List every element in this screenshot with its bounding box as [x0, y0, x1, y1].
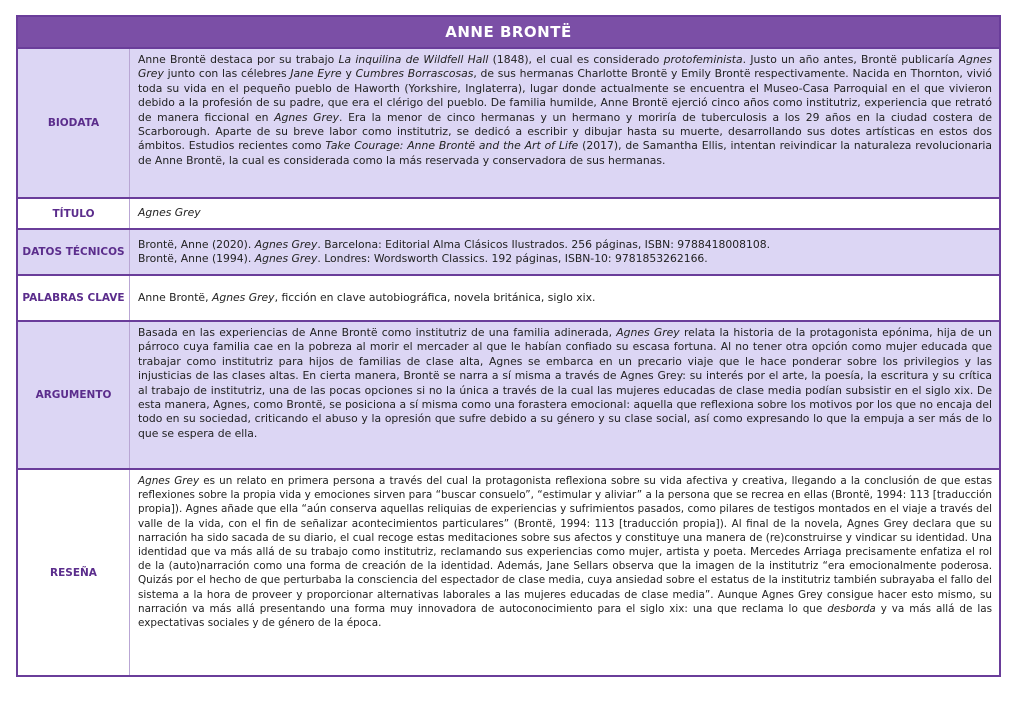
italic-term: desborda — [827, 602, 876, 615]
edition-1994 — [138, 252, 992, 266]
italic-title: Agnes Grey — [138, 475, 200, 487]
italic-title: Agnes Grey — [254, 252, 318, 265]
datos-text — [130, 230, 999, 274]
resena-text — [130, 470, 999, 675]
author-sheet — [16, 15, 1001, 677]
italic-title: Agnes Grey — [254, 237, 318, 251]
label-datos-tecnicos: DATOS TÉCNICOS — [18, 230, 130, 274]
text-span: Anne Brontë, — [138, 290, 212, 304]
text-span: . Londres: Wordsworth Classics. 192 páginas, ISBN-10: 9781853262166. — [317, 252, 708, 265]
text-span: . Barcelona: Editorial Alma Clásicos Ilustrados. 256 páginas, ISBN: 9788418008108. — [317, 237, 771, 251]
italic-title: Take Courage: Anne Brontë and the Art of Life — [325, 139, 579, 153]
argumento-text — [130, 322, 999, 468]
titulo-text — [130, 199, 999, 228]
book-title: Agnes Grey — [138, 206, 201, 220]
text-span: (2017), de Samantha Ellis, intentan reivindicar la naturaleza revolucionaria de Anne Brontë, la cual es considerada como la más reservada y conservadora de sus hermanas. — [138, 139, 992, 167]
text-span: y — [341, 67, 356, 81]
label-biodata: BIODATA — [18, 49, 130, 197]
row-resena — [18, 470, 999, 675]
palabras-text — [130, 276, 999, 320]
italic-title: La inquilina de Wildfell Hall — [338, 53, 489, 66]
label-resena: RESEÑA — [18, 470, 130, 675]
row-biodata — [18, 49, 999, 199]
row-titulo — [18, 199, 999, 230]
text-span: . Justo un año antes, Brontë publicaría — [742, 53, 959, 66]
italic-title: Jane Eyre — [290, 67, 342, 81]
label-palabras-clave: PALABRAS CLAVE — [18, 276, 130, 320]
row-palabras-clave — [18, 276, 999, 322]
italic-title: Agnes Grey — [211, 290, 275, 304]
italic-title: Cumbres Borrascosas — [355, 67, 474, 81]
text-span: Basada en las experiencias de Anne Brontë como institutriz de una familia adinerada, — [138, 326, 617, 339]
text-span: Brontë, Anne (2020). — [138, 237, 255, 251]
italic-title: Agnes Grey — [616, 326, 680, 339]
text-span: , de sus hermanas Charlotte Brontë y Emily Brontë respectivamente. Nacida en Thornton, vivió toda su vida en el pequeño pueblo de Haworth (Yorkshire, Inglaterra), lugar donde actualmente se encuentra el Museo-Casa Parroquial en el que vivieron debido a la profesión de su padre, que era el clérigo del pueblo. De familia humilde, Anne Brontë ejerció cinco años como institutriz, experiencia que retrató de manera ficcional en — [138, 67, 992, 124]
italic-title: Agnes Grey — [274, 110, 339, 124]
biodata-text — [130, 49, 999, 197]
label-titulo: TÍTULO — [18, 199, 130, 228]
sheet-title: ANNE BRONTË — [18, 17, 999, 49]
text-span: relata la historia de la protagonista epónima, hija de un párroco cuya familia cae en la pobreza al morir el mercader al que le habían confiado su escasa fortuna. Al no tener otra opción como mujer educada que trabajar como institutriz para hijos de familias de clase alta, Agnes se embarca en un precario viaje que le hace ponderar sobre los privilegios y las injusticias de las clases altas. En cierta manera, Brontë se narra a sí misma a través de Agnes Grey: su interés por el arte, la poesía, la escritura y su crítica al trabajo de institutriz, una de las pocas opciones si no la única a través de la cual las mujeres educadas de clase media podían subsistir en el siglo xix. De esta manera, Agnes, como Brontë, se posiciona a sí misma como una forastera emocional: aquella que reflexiona sobre los motivos por los que no encaja del todo en su sociedad, criticando el abuso y la opresión que sufre debido a su género y su clase social, así como expresando lo que la empuja a ser más de lo que se espera de ella. — [138, 326, 992, 440]
row-datos-tecnicos — [18, 230, 999, 276]
text-span: Brontë, Anne (1994). — [138, 252, 255, 265]
italic-term: protofeminista — [663, 53, 743, 66]
label-argumento: ARGUMENTO — [18, 322, 130, 468]
text-span: junto con las célebres — [163, 67, 291, 81]
edition-2020 — [138, 238, 992, 252]
row-argumento — [18, 322, 999, 470]
text-span: Anne Brontë destaca por su trabajo — [138, 53, 339, 66]
text-span: y va más allá de las expectativas sociales y de género de la época. — [138, 602, 992, 630]
italic-title: Agnes Grey — [138, 53, 992, 81]
text-span: . Era la menor de cinco hermanas y un hermano y moriría de tuberculosis a los 29 años en la ciudad costera de Scarborough. Aparte de su breve labor como institutriz, se dedicó a escribir y dibujar hasta su muerte, desarrollando sus dotes artísticas en estos dos ámbitos. Estudios recientes como — [138, 110, 993, 153]
text-span: , ficción en clave autobiográfica, novela británica, siglo xix. — [274, 290, 596, 304]
text-span: (1848), el cual es considerado — [488, 53, 664, 66]
text-span: es un relato en primera persona a través del cual la protagonista reflexiona sobre su vida afectiva y creativa, llegando a la conclusión de que estas reflexiones sobre la propia vida y emociones sirven para “buscar consuelo”, “estimular y aliviar” a la persona que se recrea en ellas (Brontë, 1994: 113 [traducción propia]). Agnes añade que ella “aún conserva aquellas reliquias de experiencias y sufrimientos pasados, como pilares de testigos montados en el viaje a través del valle de la vida, con el fin de señalizar acontecimientos particulares” (Brontë, 1994: 113 [traducción propia]). Al final de la novela, Agnes Grey declara que su narración ha sido sacada de su diario, el cual recoge estas meditaciones sobre sus afectos y constituye una manera de (re)construirse y vindicar su identidad. Una identidad que va más allá de su trabajo como institutriz, reclamando sus experiencias como mujer, artista y poeta. Mercedes Arriaga precisamente enfatiza el rol de la (auto)narración como una forma de creación de la identidad. Además, Jane Sellars observa que la imagen de la institutriz “era emocionalmente poderosa. Quizás por el hecho de que perturbaba la consciencia del espectador de clase media, cuya ansiedad sobre el estatus de la institutriz también subrayaba el fallo del sistema a la hora de proveer y proporcionar alternativas laborales a las mujeres educadas de clase media”. Aunque Agnes Grey consigue hacer esto mismo, su narración va más allá presentando una forma muy innovadora de autoconocimiento para el siglo xix: una que reclama lo que — [138, 475, 993, 615]
